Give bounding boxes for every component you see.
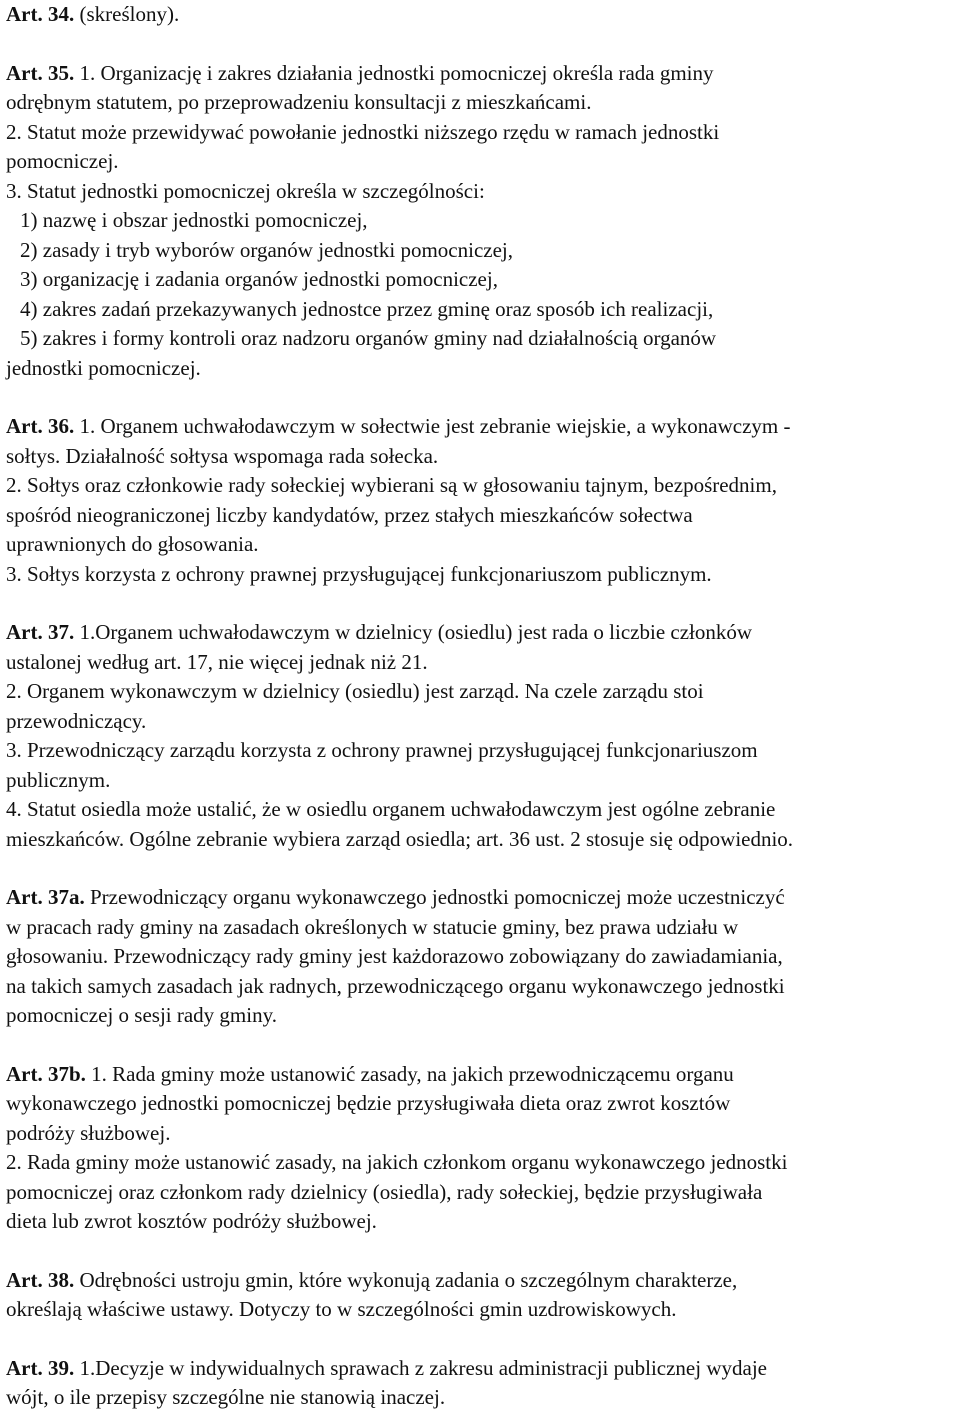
article-36-line: uprawnionych do głosowania.: [6, 532, 259, 556]
article-37-text: 1.Organem uchwałodawczym w dzielnicy (osiedlu) jest rada o liczbie członków: [74, 620, 753, 644]
article-37: [6, 618, 956, 854]
spacer: [6, 30, 956, 59]
article-38-line: określają właściwe ustawy. Dotyczy to w szczególności gmin uzdrowiskowych.: [6, 1297, 677, 1321]
article-39-line: wójt, o ile przepisy szczególne nie stanowią inaczej.: [6, 1385, 446, 1409]
article-37-heading: Art. 37.: [6, 620, 75, 644]
article-37-line: [6, 618, 956, 648]
article-34: [6, 0, 956, 30]
article-37b-heading: Art. 37b.: [6, 1061, 86, 1086]
article-36-line: 2. Sołtys oraz członkowie rady sołeckiej wybierani są w głosowaniu tajnym, bezpośrednim,: [6, 473, 777, 497]
article-36-line: spośród nieograniczonej liczby kandydatów, przez stałych mieszkańców sołectwa: [6, 502, 693, 527]
article-37-line: publicznym.: [6, 767, 111, 792]
list-item: 4) zakres zadań przekazywanych jednostce przez gminę oraz sposób ich realizacji,: [20, 296, 714, 321]
article-35-heading: Art. 35.: [6, 60, 75, 85]
article-36-line: [6, 412, 956, 442]
spacer: [6, 1031, 956, 1060]
article-39-line: [6, 1354, 956, 1384]
article-37-line: przewodniczący.: [6, 708, 147, 733]
legal-document: [6, 0, 956, 1413]
article-35-line: pomocniczej.: [6, 149, 119, 173]
article-35-line: [6, 59, 956, 89]
article-39: [6, 1354, 956, 1413]
spacer: [6, 854, 956, 883]
article-39-heading: Art. 39.: [6, 1355, 75, 1380]
article-37b-line: 2. Rada gminy może ustanowić zasady, na jakich członkom organu wykonawczego jednostki: [6, 1150, 788, 1174]
list-item: 2) zasady i tryb wyborów organów jednostki pomocniczej,: [20, 237, 513, 262]
article-37-line: mieszkańców. Ogólne zebranie wybiera zarząd osiedla; art. 36 ust. 2 stosuje się odpowiednio.: [6, 826, 794, 851]
list-item: 1) nazwę i obszar jednostki pomocniczej,: [20, 208, 368, 232]
article-34-text: (skreślony).: [74, 2, 180, 26]
article-38: [6, 1266, 956, 1325]
article-34-heading: Art. 34.: [6, 2, 75, 26]
article-36: [6, 412, 956, 589]
article-36-heading: Art. 36.: [6, 414, 75, 438]
list-item: 3) organizację i zadania organów jednostki pomocniczej,: [20, 267, 498, 291]
article-35-line: 3. Statut jednostki pomocniczej określa w szczególności:: [6, 178, 485, 203]
article-38-line: [6, 1266, 956, 1296]
article-37a-heading: Art. 37a.: [6, 885, 85, 909]
article-37a: [6, 883, 956, 1031]
article-37a-line: pomocniczej o sesji rady gminy.: [6, 1003, 277, 1027]
article-38-heading: Art. 38.: [6, 1267, 75, 1292]
article-37-line: ustalonej według art. 17, nie więcej jednak niż 21.: [6, 649, 428, 674]
list-item-tail: jednostki pomocniczej.: [6, 355, 201, 380]
article-38-text: Odrębności ustroju gmin, które wykonują zadania o szczególnym charakterze,: [74, 1267, 738, 1292]
article-39-text: 1.Decyzje w indywidualnych sprawach z zakresu administracji publicznej wydaje: [74, 1355, 767, 1380]
article-36-line: 3. Sołtys korzysta z ochrony prawnej przysługującej funkcjonariuszom publicznym.: [6, 561, 712, 586]
article-35-line: 2. Statut może przewidywać powołanie jednostki niższego rzędu w ramach jednostki: [6, 119, 720, 144]
article-37a-line: [6, 883, 956, 913]
article-36-line: sołtys. Działalność sołtysa wspomaga rada sołecka.: [6, 443, 439, 468]
article-37b-line: [6, 1060, 956, 1090]
article-37-line: 4. Statut osiedla może ustalić, że w osiedlu organem uchwałodawczym jest ogólne zebranie: [6, 797, 776, 821]
article-37b-line: wykonawczego jednostki pomocniczej będzie przysługiwała dieta oraz zwrot kosztów: [6, 1091, 731, 1115]
article-34-line: [6, 0, 956, 30]
spacer: [6, 383, 956, 412]
article-37b: [6, 1060, 956, 1237]
article-37-line: 2. Organem wykonawczym w dzielnicy (osiedlu) jest zarząd. Na czele zarządu stoi: [6, 679, 704, 703]
article-35-line: odrębnym statutem, po przeprowadzeniu konsultacji z mieszkańcami.: [6, 90, 592, 114]
list-item: 5) zakres i formy kontroli oraz nadzoru organów gminy nad działalnością organów: [20, 326, 717, 350]
article-35-text: 1. Organizację i zakres działania jednostki pomocniczej określa rada gminy: [74, 60, 714, 85]
article-37a-line: głosowaniu. Przewodniczący rady gminy jest każdorazowo zobowiązany do zawiadamiania,: [6, 944, 783, 968]
spacer: [6, 1325, 956, 1354]
spacer: [6, 589, 956, 618]
article-37a-text: Przewodniczący organu wykonawczego jednostki pomocniczej może uczestniczyć: [84, 885, 785, 909]
spacer: [6, 1237, 956, 1266]
article-37b-line: pomocniczej oraz członkom rady dzielnicy (osiedla), rady sołeckiej, będzie przysługiwała: [6, 1179, 763, 1204]
article-37b-line: podróży służbowej.: [6, 1120, 171, 1145]
article-35: [6, 59, 956, 384]
article-37a-line: na takich samych zasadach jak radnych, przewodniczącego organu wykonawczego jednostki: [6, 973, 785, 998]
article-36-text: 1. Organem uchwałodawczym w sołectwie jest zebranie wiejskie, a wykonawczym -: [74, 414, 791, 438]
article-37b-text: 1. Rada gminy może ustanowić zasady, na jakich przewodniczącemu organu: [85, 1061, 734, 1086]
article-37b-line: dieta lub zwrot kosztów podróży służbowej.: [6, 1209, 377, 1233]
article-37a-line: w pracach rady gminy na zasadach określonych w statucie gminy, bez prawa udziału w: [6, 914, 739, 939]
article-37-line: 3. Przewodniczący zarządu korzysta z ochrony prawnej przysługującej funkcjonariuszom: [6, 738, 758, 762]
